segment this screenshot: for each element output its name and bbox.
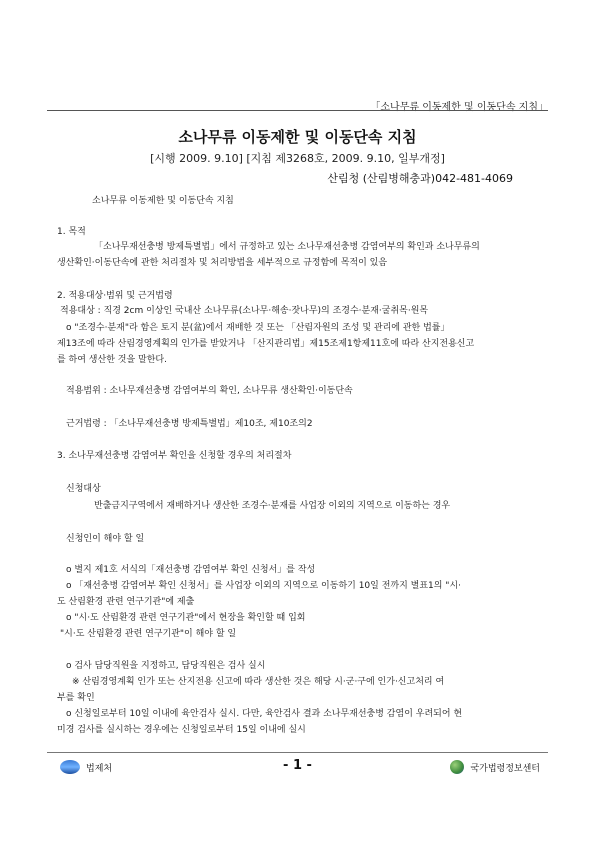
- footer-right: [450, 760, 540, 774]
- body-line-22: 부를 확인: [57, 693, 95, 703]
- body-line-12: 신청대상: [66, 484, 101, 494]
- document-title: 소나무류 이동제한 및 이동단속 지침: [178, 128, 417, 146]
- enforcement-info: [시행 2009. 9.10] [지침 제3268호, 2009. 9.10, 일부개정]: [150, 152, 445, 165]
- body-line-17: 도 산림환경 관련 연구기관"에 제출: [57, 597, 195, 607]
- body-line-3: 생산확인·이동단속에 관한 처리절차 및 처리방법을 세부적으로 규정함에 목적이 있음: [57, 258, 388, 268]
- footer-divider: [47, 752, 548, 753]
- body-line-8: 를 하여 생산한 것을 말한다.: [57, 355, 167, 365]
- header-doc-tag: 「소나무류 이동제한 및 이동단속 지침」: [370, 102, 548, 113]
- body-line-0: 소나무류 이동제한 및 이동단속 지침: [92, 196, 234, 206]
- body-line-13: 반출금지구역에서 재배하거나 생산한 조경수·분재를 사업장 이외의 지역으로 이동하는 경우: [94, 501, 451, 511]
- body-line-24: 미경 검사를 실시하는 경우에는 신청일로부터 15일 이내에 실시: [57, 725, 306, 735]
- footer-right-label: 국가법령정보센터: [470, 763, 540, 774]
- body-line-7: 제13조에 따라 산림경영계획의 인가를 받았거나 「산지관리법」제15조제1항제11호에 따라 산지전용신고: [57, 339, 475, 349]
- body-line-4: 2. 적용대상·범위 및 근거법령: [57, 291, 173, 301]
- body-line-23: o 신청일로부터 10일 이내에 육안검사 실시. 다만, 육안검사 결과 소나무재선충병 감염이 우려되어 현: [66, 709, 463, 719]
- body-line-9: 적용범위 : 소나무재선충병 감염여부의 확인, 소나무류 생산확인·이동단속: [66, 386, 353, 396]
- body-line-10: 근거법령 : 「소나무재선충병 방제특별법」제10조, 제10조의2: [66, 419, 313, 429]
- body-line-21: ※ 산림경영계획 인가 또는 산지전용 신고에 따라 생산한 것은 해당 시·군·구에 인가·신고처리 여: [72, 677, 445, 687]
- body-line-11: 3. 소나무재선충병 감염여부 확인을 신청할 경우의 처리절차: [57, 451, 292, 461]
- body-line-19: "시·도 산림환경 관련 연구기관"이 해야 할 일: [60, 629, 237, 639]
- body-line-15: o 별지 제1호 서식의「재선충병 감염여부 확인 신청서」를 작성: [66, 565, 316, 575]
- law-center-logo-icon: [450, 760, 464, 774]
- page-number: - 1 -: [283, 758, 312, 773]
- body-line-20: o 검사 담당직원을 지정하고, 담당직원은 검사 실시: [66, 661, 266, 671]
- agency-contact: 산림청 (산림병해충과)042-481-4069: [327, 172, 513, 185]
- header-divider: [47, 110, 548, 111]
- body-line-16: o 「재선충병 감염여부 확인 신청서」를 사업장 이외의 지역으로 이동하기 10일 전까지 별표1의 "시·: [66, 581, 462, 591]
- footer-left-label: 법제처: [86, 763, 113, 774]
- body-line-18: o "시·도 산림환경 관련 연구기관"에서 현장을 확인할 때 입회: [66, 613, 306, 623]
- body-line-5: 적용대상 : 직경 2cm 이상인 국내산 소나무류(소나무·해송·잣나무)의 조경수·분재·굴취목·원목: [60, 306, 429, 316]
- body-line-2: 「소나무재선충병 방제특별법」에서 규정하고 있는 소나무재선충병 감염여부의 확인과 소나무류의: [94, 242, 480, 252]
- body-line-1: 1. 목적: [57, 227, 86, 237]
- body-line-6: o "조경수·분재"라 함은 토지 분(盆)에서 재배한 것 또는 「산림자원의 조성 및 관리에 관한 법률」: [66, 323, 450, 333]
- body-line-14: 신청인이 해야 할 일: [66, 534, 145, 544]
